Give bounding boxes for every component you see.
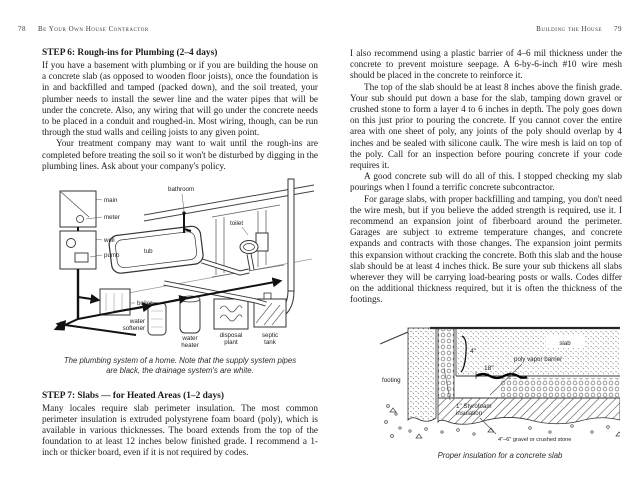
figure-label-pump: pump <box>104 252 120 260</box>
plumbing-figure-caption: The plumbing system of a home. Note that the supply system pipes are black, the drainage system's are white. <box>63 356 297 375</box>
right-running-head <box>350 25 622 33</box>
figure-label-water-softener-2: softener <box>122 325 145 333</box>
figure-label-meter: meter <box>104 214 120 222</box>
figure-label-disposal-1: disposal <box>219 332 243 340</box>
figure-label-dim-18: 18" <box>484 364 494 372</box>
figure-label-boiler: boiler <box>137 300 153 308</box>
step6-paragraph-1: If you have a basement with plumbing or if you are building the house on a concrete slab (as opposed to wooden floor joists), once the foundation is in and backfilled and tamped (packed down), and the soil treated, your plumber needs to install the sewer line and the water pipes that will be under the concrete. Also, any wiring that will go under the concrete needs to be placed in a conduit and roughed-in. Most wiring, though, can be run through the stud walls and ceiling joists to any given point. <box>42 60 318 138</box>
outside-grade-line <box>380 332 408 344</box>
step7-heading: STEP 7: Slabs — for Heated Areas (1–2 days) <box>42 390 224 401</box>
figure-label-water-softener-1: water <box>129 318 145 326</box>
slab-insulation-diagram <box>380 320 620 444</box>
meter-box <box>60 191 96 227</box>
step6-heading: STEP 6: Rough-ins for Plumbing (2–4 days) <box>42 48 218 58</box>
water-heater-shape <box>180 296 200 333</box>
figure-label-septic-2: tank <box>264 339 276 347</box>
left-page-number: 78 <box>18 25 26 33</box>
left-page <box>18 0 320 459</box>
figure-label-septic-1: septic <box>261 332 279 340</box>
disposal-plant-shape <box>214 299 248 329</box>
figure-label-tub: tub <box>144 248 153 256</box>
step6-paragraph-2: Your treatment company may want to wait until the rough-ins are completed before treating the soil so it won't be disturbed by digging in the plumbing lines. Ask about your company's policy. <box>42 138 318 171</box>
left-running-head-title: Be Your Own House Contractor <box>38 25 149 33</box>
left-running-head <box>18 25 320 33</box>
step7-paragraph-1: Many locales require slab perimeter insulation. The most common perimeter insulation is extruded polystyrene foam board (poly), which is available in various thicknesses. The board extends from the top of the foundation to at least 12 inches below finished grade. I recommend a 1-inch or thicker board, even if it is not required by codes. <box>42 402 318 458</box>
water-softener-shape <box>148 303 166 335</box>
right-paragraph-4: For garage slabs, with proper backfilling and tamping, you don't need the wire mesh, but if you believe the added strength is required, use it. I recommend an expansion joint of fiberboard around the perimeter. Garages are subject to extreme temperature changes, and concrete expands and contracts with those changes. The expansion joint permits this expansion without cracking the concrete. Both this slab and the house slab should be at least 4 inches thick. Be sure your sub thickens all slabs wherever they will be carrying load-bearing posts or walls. Codes differ on the additional thickness required, but it is often the thickness of the footings. <box>350 193 622 305</box>
faucet-shape <box>182 211 191 233</box>
figure-label-dim-4: 4" <box>470 347 477 355</box>
right-paragraph-2: The top of the slab should be at least 8 inches above the finish grade. Your sub should put down a base for the slab, tamping down gravel or crushed stone to form a layer 4 to 6 inches in depth. The poly goes down on this just prior to pouring the concrete. If you cannot cover the entire area with one sheet of poly, any joints of the poly should overlap by 4 inches and be sealed with silicone caulk. The wire mesh is laid on top of the poly. Call for an inspection before pouring concrete if your code requires it. <box>350 81 622 171</box>
right-paragraph-3: A good concrete sub will do all of this. I stopped checking my slab pourings when I found a terrific concrete subcontractor. <box>350 171 622 193</box>
left-text-column <box>42 48 318 459</box>
right-running-head-title: Building the House <box>536 25 602 33</box>
well-pump-box <box>60 231 96 269</box>
plumbing-figure <box>42 177 318 376</box>
foundation-wall <box>408 328 436 421</box>
gravel-band <box>456 378 620 398</box>
tub-shape <box>108 225 204 274</box>
right-paragraph-1: I also recommend using a plastic barrier of 4–6 mil thickness under the concrete to prevent moisture seepage. A 6-by-6-inch #10 wire mesh should be placed in the concrete to reinforce it. <box>350 48 622 81</box>
figure-label-footing: footing <box>382 376 401 384</box>
right-text-column <box>350 48 622 460</box>
slab-figure-caption: Proper insulation for a concrete slab <box>437 450 563 460</box>
figure-label-insulation-2: insulation <box>456 409 483 417</box>
figure-label-well: well <box>104 237 115 245</box>
figure-label-bathroom: bathroom <box>168 186 195 194</box>
septic-tank-shape <box>254 293 286 327</box>
figure-label-water-heater-2: heater <box>181 342 199 350</box>
plumbing-diagram <box>44 177 316 349</box>
right-page-number: 79 <box>614 25 622 33</box>
toilet-shape <box>240 233 268 254</box>
figure-label-water-heater-1: water <box>182 335 198 343</box>
slab-area <box>456 328 620 376</box>
figure-label-poly: poly vapor barrier <box>514 355 563 363</box>
slab-figure <box>350 320 622 461</box>
figure-label-toilet: toilet <box>230 220 244 228</box>
figure-label-main: main <box>104 197 118 205</box>
figure-label-slab: slab <box>559 339 571 347</box>
figure-label-gravel: 4"–6" gravel or crushed stone <box>498 436 572 443</box>
figure-label-disposal-2: plant <box>224 339 238 347</box>
styrofoam-insulation-board <box>438 328 454 398</box>
figure-label-insulation-1: 1" Styrofoam <box>456 402 492 410</box>
right-page <box>350 0 622 460</box>
